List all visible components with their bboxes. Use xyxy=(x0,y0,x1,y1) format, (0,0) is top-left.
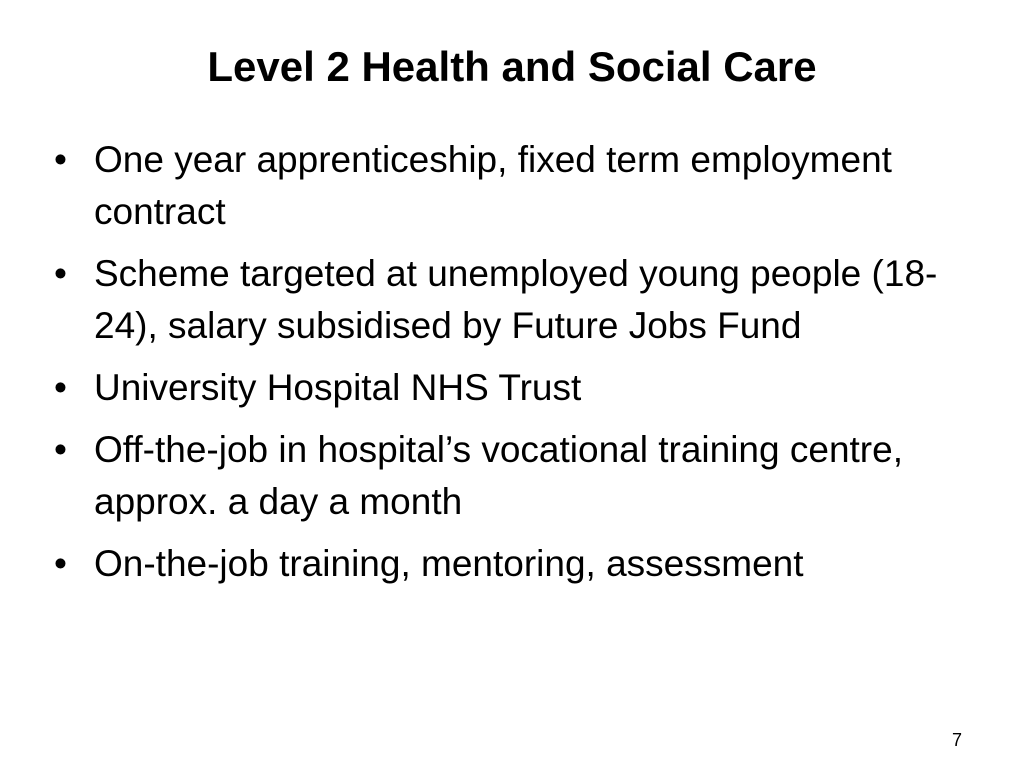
bullet-text: One year apprenticeship, fixed term employment contract xyxy=(94,139,892,232)
bullet-list xyxy=(54,134,984,600)
bullet-dot-icon: • xyxy=(54,367,67,408)
bullet-text: On-the-job training, mentoring, assessment xyxy=(94,543,804,584)
bullet-dot-icon: • xyxy=(54,139,67,180)
bullet-item xyxy=(54,134,984,238)
bullet-dot-icon: • xyxy=(54,543,67,584)
bullet-text: Off-the-job in hospital’s vocational training centre, approx. a day a month xyxy=(94,429,903,522)
bullet-dot-icon: • xyxy=(54,429,67,470)
bullet-item xyxy=(54,538,984,590)
slide-title: Level 2 Health and Social Care xyxy=(207,43,817,90)
bullet-text: University Hospital NHS Trust xyxy=(94,367,582,408)
bullet-item xyxy=(54,424,984,528)
page-number: 7 xyxy=(951,730,962,750)
bullet-item xyxy=(54,248,984,352)
bullet-dot-icon: • xyxy=(54,253,67,294)
bullet-item xyxy=(54,362,984,414)
bullet-text: Scheme targeted at unemployed young people (18-24), salary subsidised by Future Jobs Fund xyxy=(94,253,938,346)
